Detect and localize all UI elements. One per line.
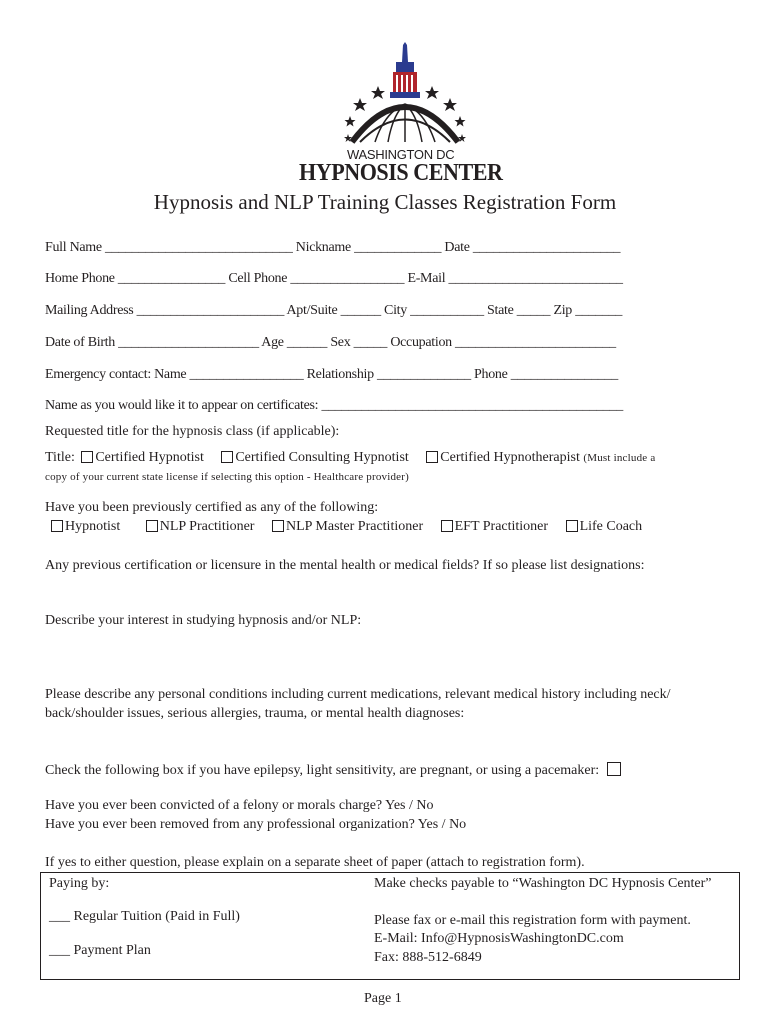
- checkbox-certified-hypnotist[interactable]: [81, 451, 93, 463]
- checkbox-life-coach[interactable]: [566, 520, 578, 532]
- epilepsy-question: Check the following box if you have epilepsy, light sensitivity, are pregnant, or using a pacemaker:: [45, 763, 600, 778]
- licensure-question: Any previous certification or licensure in the mental health or medical fields? If so please list designations:: [45, 558, 645, 573]
- option-certified-hypnotherapist: Certified Hypnotherapist: [440, 450, 580, 465]
- prev-cert-options-row: [51, 519, 642, 535]
- phone-email-row[interactable]: Home Phone ________________ Cell Phone _________________ E-Mail __________________________: [45, 271, 623, 286]
- option-nlp-practitioner: NLP Practitioner: [159, 519, 255, 534]
- payment-plan-option[interactable]: ___ Payment Plan: [49, 943, 151, 958]
- option-nlp-master-practitioner: NLP Master Practitioner: [285, 519, 424, 534]
- page-number: Page 1: [364, 991, 402, 1006]
- contact-fax: Fax: 888-512-6849: [374, 950, 482, 965]
- title-label: Title:: [45, 450, 75, 465]
- paying-by-label: Paying by:: [49, 876, 110, 891]
- checkbox-certified-consulting-hypnotist[interactable]: [221, 451, 233, 463]
- title-options-row: [45, 450, 655, 466]
- conditions-question-line2: back/shoulder issues, serious allergies, trauma, or mental health diagnoses:: [45, 706, 465, 721]
- interest-question: Describe your interest in studying hypnosis and/or NLP:: [45, 613, 362, 628]
- removed-question[interactable]: Have you ever been removed from any professional organization? Yes / No: [45, 817, 467, 832]
- address-row[interactable]: Mailing Address ______________________ Apt/Suite ______ City ___________ State _____ Zip _______: [45, 303, 623, 318]
- dob-row[interactable]: Date of Birth _____________________ Age ______ Sex _____ Occupation ________________________: [45, 335, 616, 350]
- certificate-name-row[interactable]: Name as you would like it to appear on certificates: _____________________________________________: [45, 398, 623, 413]
- option-certified-consulting-hypnotist: Certified Consulting Hypnotist: [235, 450, 409, 465]
- hypnosis-center-logo: [299, 42, 503, 187]
- license-note-continued: copy of your current state license if selecting this option - Healthcare provider): [45, 471, 409, 483]
- checkbox-epilepsy[interactable]: [607, 762, 621, 776]
- license-note: (Must include a: [583, 452, 656, 464]
- option-eft-practitioner: EFT Practitioner: [454, 519, 549, 534]
- checkbox-certified-hypnotherapist[interactable]: [426, 451, 438, 463]
- fax-email-instruction: Please fax or e-mail this registration form with payment.: [374, 913, 691, 928]
- prev-cert-question: Have you been previously certified as any of the following:: [45, 500, 379, 515]
- emergency-contact-row[interactable]: Emergency contact: Name _________________ Relationship ______________ Phone ________________: [45, 367, 618, 382]
- checkbox-nlp-practitioner[interactable]: [146, 520, 158, 532]
- felony-question[interactable]: Have you ever been convicted of a felony or morals charge? Yes / No: [45, 798, 434, 813]
- epilepsy-row: [45, 762, 623, 779]
- checkbox-eft-practitioner[interactable]: [441, 520, 453, 532]
- checkbox-nlp-master-practitioner[interactable]: [272, 520, 284, 532]
- logo-line-washington: WASHINGTON DC: [347, 147, 455, 162]
- conditions-question-line1: Please describe any personal conditions including current medications, relevant medical history including neck/: [45, 687, 671, 702]
- checkbox-hypnotist[interactable]: [51, 520, 63, 532]
- option-hypnotist: Hypnotist: [65, 519, 121, 534]
- logo-line-hypnosis-center: HYPNOSIS CENTER: [299, 160, 503, 186]
- full-name-row[interactable]: Full Name ____________________________ Nickname _____________ Date ______________________: [45, 240, 621, 255]
- requested-title-label: Requested title for the hypnosis class (if applicable):: [45, 424, 340, 439]
- explain-note: If yes to either question, please explain on a separate sheet of paper (attach to registration form).: [45, 855, 585, 870]
- option-certified-hypnotist: Certified Hypnotist: [95, 450, 204, 465]
- contact-email: E-Mail: Info@HypnosisWashingtonDC.com: [374, 931, 624, 946]
- form-title: Hypnosis and NLP Training Classes Registration Form: [153, 190, 617, 214]
- regular-tuition-option[interactable]: ___ Regular Tuition (Paid in Full): [49, 909, 240, 924]
- option-life-coach: Life Coach: [579, 519, 643, 534]
- checks-payable-text: Make checks payable to “Washington DC Hypnosis Center”: [374, 876, 712, 891]
